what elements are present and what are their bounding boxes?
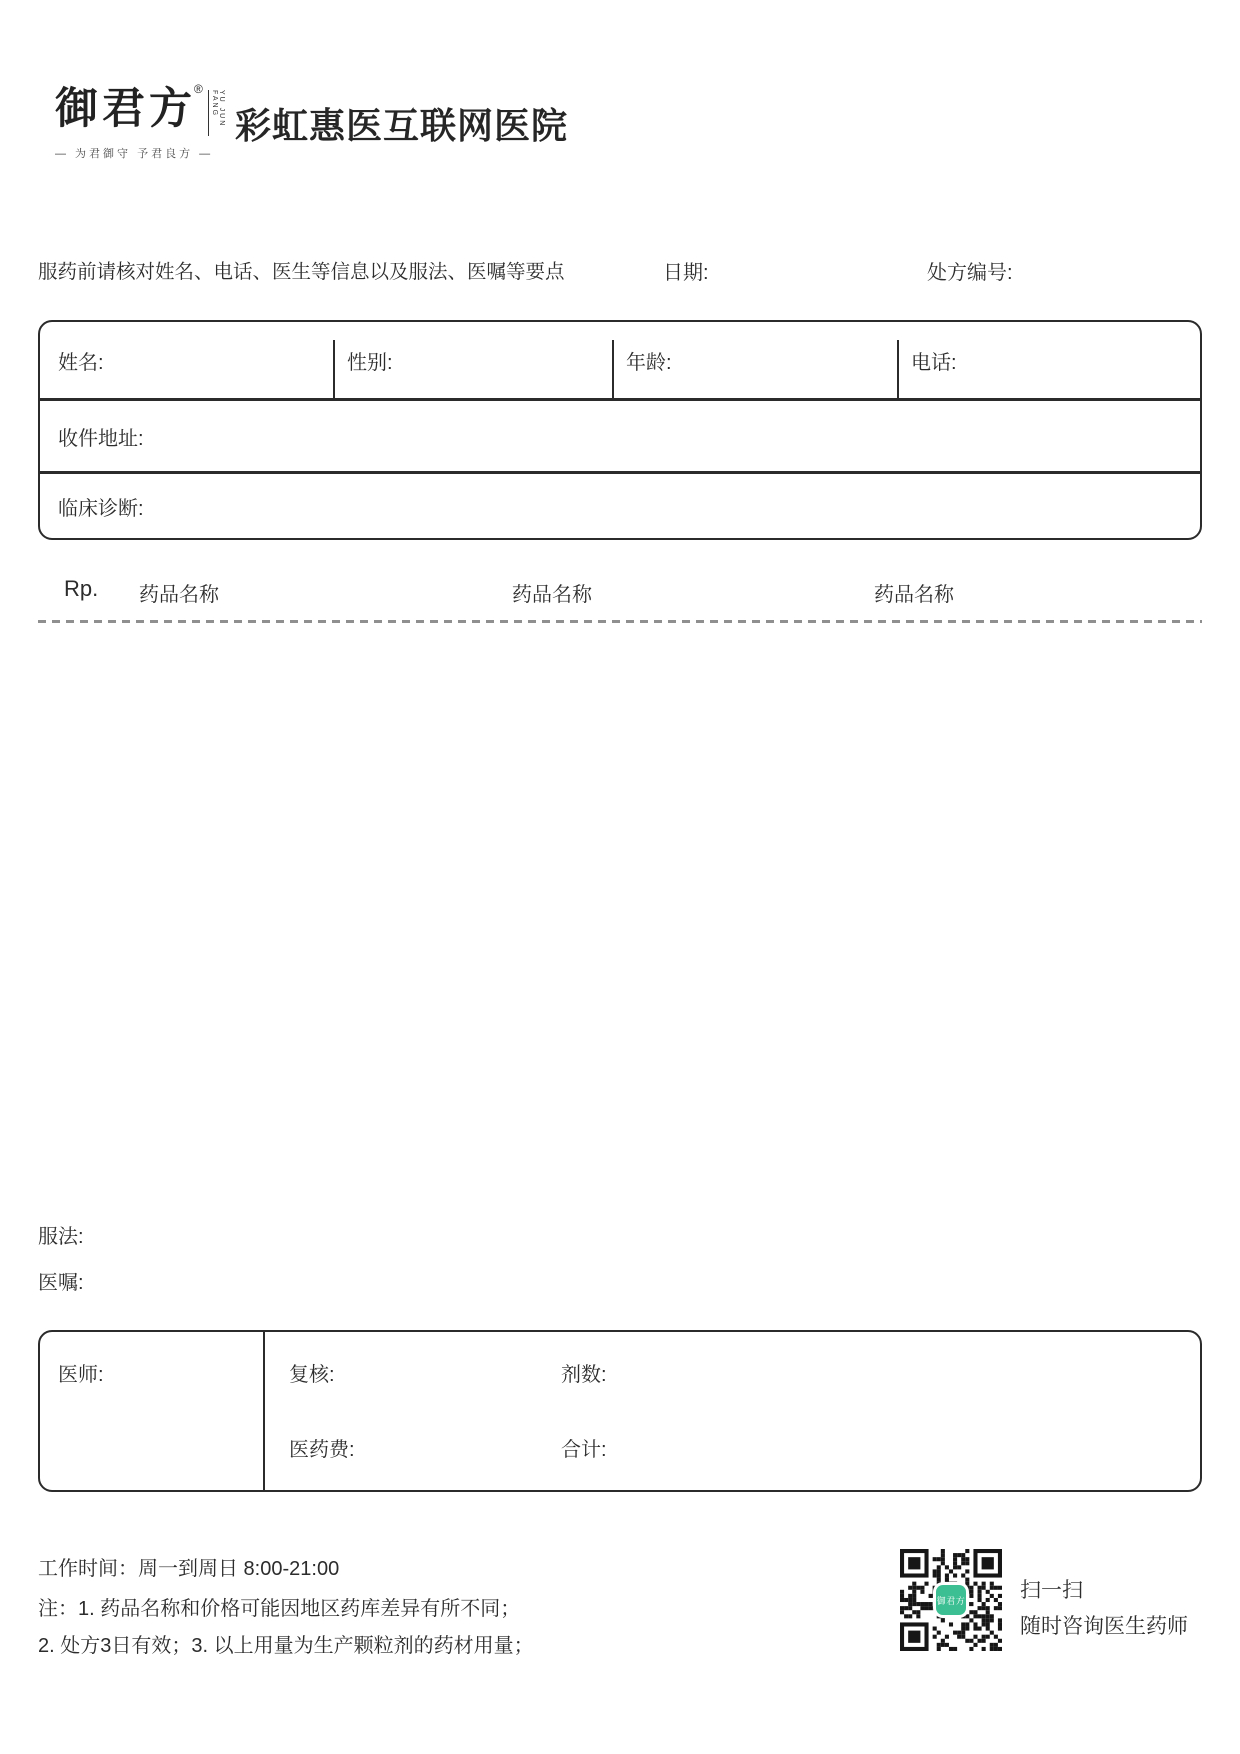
- address-field: [40, 401, 1200, 474]
- patient-info-box: [38, 320, 1202, 540]
- review-fee-cell: [265, 1332, 1200, 1490]
- usage-label: 服法:: [38, 1226, 84, 1248]
- name-label: 姓名:: [58, 351, 104, 374]
- diagnosis-field: [40, 474, 1200, 538]
- logo-name: 御君方: [55, 84, 196, 134]
- dose-count-label: 剂数:: [561, 1364, 607, 1386]
- note-line-1: 注：1. 药品名称和价格可能因地区药库差异有所不同；: [38, 1598, 521, 1620]
- total-label: 合计:: [561, 1439, 607, 1461]
- physician-cell: [40, 1332, 265, 1490]
- signature-box: [38, 1330, 1202, 1492]
- brand-logo: [55, 82, 225, 161]
- scan-subtitle: 随时咨询医生药师: [1020, 1615, 1188, 1638]
- physician-label: 医师:: [58, 1364, 104, 1386]
- drug-column-header: 药品名称: [139, 584, 219, 606]
- dashed-separator: [38, 620, 1202, 623]
- rx-number-label: 处方编号:: [927, 262, 1013, 284]
- logo-slogan: — 为君御守 予君良方 —: [55, 148, 214, 160]
- reviewer-label: 复核:: [289, 1364, 335, 1386]
- notice-row: [0, 256, 1240, 282]
- note-line-2: 2. 处方3日有效；3. 以上用量为生产颗粒剂的药材用量；: [38, 1635, 534, 1657]
- qr-logo: 御君方: [936, 1585, 966, 1615]
- hospital-title: 彩虹惠医互联网医院: [235, 105, 569, 146]
- phone-label: 电话:: [911, 351, 957, 374]
- notice-text: 服药前请核对姓名、电话、医生等信息以及服法、医嘱等要点: [38, 261, 565, 283]
- phone-field: [899, 322, 1200, 398]
- qr-code: [900, 1549, 1002, 1651]
- gender-field: [335, 322, 612, 398]
- age-label: 年龄:: [626, 351, 672, 374]
- scan-title: 扫一扫: [1020, 1579, 1083, 1602]
- diagnosis-label: 临床诊断:: [58, 497, 144, 520]
- drug-column-header: 药品名称: [874, 584, 954, 606]
- date-label: 日期:: [663, 262, 709, 284]
- age-field: [614, 322, 897, 398]
- work-hours: 工作时间：周一到周日 8:00-21:00: [38, 1558, 340, 1580]
- medicine-fee-label: 医药费:: [289, 1439, 355, 1461]
- gender-label: 性别:: [347, 351, 393, 374]
- advice-label: 医嘱:: [38, 1272, 84, 1294]
- rp-label: Rp.: [64, 576, 99, 601]
- logo-name-en: YU JUN FANG: [208, 90, 225, 136]
- rx-header-row: [0, 578, 1240, 606]
- registered-trademark-icon: ®: [194, 82, 203, 96]
- patient-row-basic: [40, 322, 1200, 401]
- drug-column-header: 药品名称: [512, 584, 592, 606]
- address-label: 收件地址:: [58, 427, 144, 450]
- name-field: [40, 322, 333, 398]
